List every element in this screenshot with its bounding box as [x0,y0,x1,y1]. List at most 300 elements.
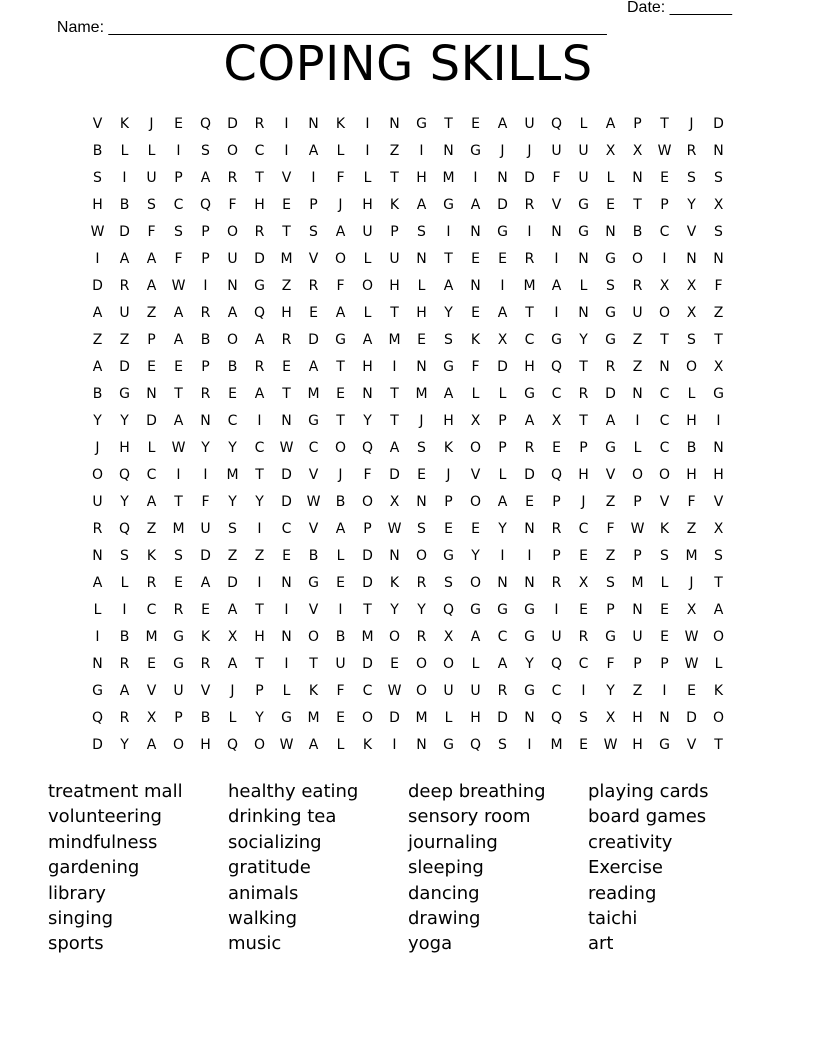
grid-letter[interactable]: N [200,413,211,429]
grid-letter[interactable]: G [713,386,724,402]
grid-letter[interactable]: L [417,278,426,294]
grid-letter[interactable]: O [415,548,428,564]
grid-letter[interactable]: P [552,494,561,510]
grid-letter[interactable]: S [417,224,426,240]
grid-letter[interactable]: N [578,305,589,321]
grid-letter[interactable]: R [254,224,265,240]
grid-letter[interactable]: C [659,224,670,240]
grid-letter[interactable]: T [255,602,264,618]
grid-letter[interactable]: V [605,467,616,483]
grid-letter[interactable]: Q [550,656,563,672]
grid-letter[interactable]: A [470,197,481,213]
grid-letter[interactable]: O [658,305,671,321]
grid-letter[interactable]: A [200,575,211,591]
grid-letter[interactable]: G [254,278,265,294]
grid-letter[interactable]: S [579,710,588,726]
grid-letter[interactable]: C [173,197,184,213]
grid-letter[interactable]: K [443,440,454,456]
grid-letter[interactable]: M [280,251,293,267]
grid-letter[interactable]: B [308,548,319,564]
grid-letter[interactable]: N [659,710,670,726]
grid-letter[interactable]: D [200,548,211,564]
grid-letter[interactable]: L [498,467,507,483]
grid-letter[interactable]: N [632,170,643,186]
grid-letter[interactable]: E [687,683,696,699]
grid-letter[interactable]: R [200,305,211,321]
grid-letter[interactable]: Z [92,332,103,348]
grid-letter[interactable]: T [579,413,588,429]
grid-letter[interactable]: L [147,440,156,456]
grid-letter[interactable]: A [254,386,265,402]
grid-letter[interactable]: S [498,737,507,753]
grid-letter[interactable]: L [471,386,480,402]
grid-letter[interactable]: I [554,251,559,267]
grid-letter[interactable]: V [308,602,319,618]
grid-letter[interactable]: H [713,467,724,483]
grid-letter[interactable]: P [633,494,642,510]
grid-letter[interactable]: L [714,656,723,672]
grid-letter[interactable]: E [282,197,291,213]
grid-letter[interactable]: S [309,224,318,240]
grid-letter[interactable]: P [201,359,210,375]
grid-letter[interactable]: A [605,116,616,132]
grid-letter[interactable]: W [279,737,294,753]
grid-letter[interactable]: T [660,332,669,348]
grid-letter[interactable]: C [497,629,508,645]
grid-letter[interactable]: I [581,683,586,699]
grid-letter[interactable]: W [387,683,402,699]
grid-letter[interactable]: M [685,548,698,564]
grid-letter[interactable]: G [605,629,616,645]
grid-letter[interactable]: R [524,251,535,267]
grid-letter[interactable]: P [309,197,318,213]
grid-letter[interactable]: W [630,521,645,537]
grid-letter[interactable]: D [524,170,535,186]
grid-letter[interactable]: T [336,359,345,375]
grid-letter[interactable]: U [470,683,481,699]
grid-letter[interactable]: U [335,656,346,672]
grid-letter[interactable]: P [201,251,210,267]
grid-letter[interactable]: R [308,278,319,294]
grid-letter[interactable]: S [714,548,723,564]
grid-letter[interactable]: J [500,143,505,159]
grid-letter[interactable]: L [336,548,345,564]
grid-letter[interactable]: D [362,656,373,672]
grid-letter[interactable]: I [257,413,262,429]
grid-letter[interactable]: T [579,359,588,375]
grid-letter[interactable]: A [254,332,265,348]
grid-letter[interactable]: M [145,629,158,645]
grid-letter[interactable]: P [579,440,588,456]
grid-letter[interactable]: G [443,197,454,213]
grid-letter[interactable]: U [362,224,373,240]
grid-letter[interactable]: I [95,629,100,645]
grid-letter[interactable]: E [309,305,318,321]
grid-letter[interactable]: I [662,683,667,699]
grid-letter[interactable]: Y [471,548,480,564]
grid-letter[interactable]: P [174,710,183,726]
grid-letter[interactable]: P [660,656,669,672]
grid-letter[interactable]: I [392,737,397,753]
grid-letter[interactable]: N [227,278,238,294]
grid-letter[interactable]: H [92,197,103,213]
grid-letter[interactable]: A [173,305,184,321]
grid-letter[interactable]: F [552,170,561,186]
grid-letter[interactable]: A [497,494,508,510]
grid-letter[interactable]: N [713,440,724,456]
grid-letter[interactable]: T [282,386,291,402]
grid-letter[interactable]: G [605,251,616,267]
grid-letter[interactable]: A [497,116,508,132]
grid-letter[interactable]: Q [199,197,212,213]
grid-letter[interactable]: N [416,737,427,753]
grid-letter[interactable]: Q [550,116,563,132]
grid-letter[interactable]: E [336,386,345,402]
grid-letter[interactable]: B [200,332,211,348]
grid-letter[interactable]: T [525,305,534,321]
grid-letter[interactable]: A [713,602,724,618]
grid-letter[interactable]: U [200,521,211,537]
grid-letter[interactable]: D [362,575,373,591]
grid-letter[interactable]: T [714,575,723,591]
grid-letter[interactable]: O [91,467,104,483]
grid-letter[interactable]: X [659,278,670,294]
grid-letter[interactable]: T [390,386,399,402]
grid-letter[interactable]: Y [201,440,210,456]
grid-letter[interactable]: L [579,278,588,294]
grid-letter[interactable]: R [227,170,238,186]
grid-letter[interactable]: Y [579,332,588,348]
grid-letter[interactable]: L [336,737,345,753]
grid-letter[interactable]: U [389,251,400,267]
grid-letter[interactable]: H [686,467,697,483]
grid-letter[interactable]: X [686,602,697,618]
grid-letter[interactable]: D [713,116,724,132]
grid-letter[interactable]: D [281,467,292,483]
grid-letter[interactable]: C [551,386,562,402]
grid-letter[interactable]: E [660,629,669,645]
grid-letter[interactable]: Y [525,656,534,672]
grid-letter[interactable]: N [416,359,427,375]
grid-letter[interactable]: N [497,170,508,186]
grid-letter[interactable]: H [119,440,130,456]
grid-letter[interactable]: X [605,710,616,726]
grid-letter[interactable]: S [174,548,183,564]
grid-letter[interactable]: L [687,386,696,402]
grid-letter[interactable]: C [254,440,265,456]
grid-letter[interactable]: T [255,467,264,483]
grid-letter[interactable]: H [362,197,373,213]
grid-letter[interactable]: W [279,440,294,456]
grid-letter[interactable]: D [497,197,508,213]
grid-letter[interactable]: O [685,359,698,375]
grid-letter[interactable]: Y [255,710,264,726]
grid-letter[interactable]: D [389,467,400,483]
grid-letter[interactable]: X [632,143,643,159]
grid-letter[interactable]: W [171,440,186,456]
grid-letter[interactable]: O [361,710,374,726]
grid-letter[interactable]: P [660,197,669,213]
grid-letter[interactable]: D [146,413,157,429]
grid-letter[interactable]: O [469,575,482,591]
grid-letter[interactable]: L [633,440,642,456]
grid-letter[interactable]: P [633,656,642,672]
grid-letter[interactable]: D [254,251,265,267]
grid-letter[interactable]: D [524,467,535,483]
grid-letter[interactable]: L [336,143,345,159]
grid-letter[interactable]: I [392,359,397,375]
grid-letter[interactable]: U [443,683,454,699]
grid-letter[interactable]: J [689,575,694,591]
grid-letter[interactable]: Q [199,116,212,132]
grid-letter[interactable]: H [632,710,643,726]
grid-letter[interactable]: S [714,170,723,186]
grid-letter[interactable]: A [119,683,130,699]
grid-letter[interactable]: E [471,305,480,321]
grid-letter[interactable]: W [657,143,672,159]
grid-letter[interactable]: N [524,575,535,591]
grid-letter[interactable]: J [581,494,586,510]
grid-letter[interactable]: U [632,629,643,645]
grid-letter[interactable]: E [579,737,588,753]
grid-letter[interactable]: Q [442,602,455,618]
grid-letter[interactable]: A [335,521,346,537]
grid-letter[interactable]: R [200,656,211,672]
grid-letter[interactable]: G [443,359,454,375]
grid-letter[interactable]: O [631,467,644,483]
grid-letter[interactable]: T [255,656,264,672]
grid-letter[interactable]: U [119,305,130,321]
grid-letter[interactable]: N [632,602,643,618]
grid-letter[interactable]: P [363,521,372,537]
grid-letter[interactable]: V [686,224,697,240]
grid-letter[interactable]: C [254,143,265,159]
grid-letter[interactable]: M [361,629,374,645]
grid-letter[interactable]: D [605,386,616,402]
grid-letter[interactable]: N [713,251,724,267]
grid-letter[interactable]: U [578,170,589,186]
grid-letter[interactable]: Z [632,332,643,348]
grid-letter[interactable]: D [362,548,373,564]
grid-letter[interactable]: P [444,494,453,510]
grid-letter[interactable]: N [308,116,319,132]
grid-letter[interactable]: R [632,278,643,294]
grid-letter[interactable]: M [631,575,644,591]
grid-letter[interactable]: I [311,170,316,186]
grid-letter[interactable]: X [713,521,724,537]
grid-letter[interactable]: O [469,494,482,510]
grid-letter[interactable]: N [281,575,292,591]
grid-letter[interactable]: F [606,521,615,537]
grid-letter[interactable]: U [92,494,103,510]
grid-letter[interactable]: G [605,305,616,321]
grid-letter[interactable]: F [363,467,372,483]
grid-letter[interactable]: A [119,251,130,267]
grid-letter[interactable]: G [173,656,184,672]
grid-letter[interactable]: X [713,359,724,375]
grid-letter[interactable]: P [147,332,156,348]
grid-letter[interactable]: V [308,521,319,537]
grid-letter[interactable]: X [605,143,616,159]
grid-letter[interactable]: O [307,629,320,645]
grid-letter[interactable]: A [173,332,184,348]
grid-letter[interactable]: R [119,656,130,672]
grid-letter[interactable]: S [606,575,615,591]
grid-letter[interactable]: G [524,386,535,402]
grid-letter[interactable]: H [632,737,643,753]
grid-letter[interactable]: J [527,143,532,159]
grid-letter[interactable]: E [579,548,588,564]
grid-letter[interactable]: R [416,575,427,591]
grid-letter[interactable]: G [470,143,481,159]
grid-letter[interactable]: N [92,548,103,564]
grid-letter[interactable]: N [443,143,454,159]
grid-letter[interactable]: T [174,386,183,402]
grid-letter[interactable]: L [444,710,453,726]
grid-letter[interactable]: W [387,521,402,537]
grid-letter[interactable]: Q [253,305,266,321]
grid-letter[interactable]: Q [91,710,104,726]
grid-letter[interactable]: Z [254,548,265,564]
grid-letter[interactable]: M [550,737,563,753]
grid-letter[interactable]: B [686,440,697,456]
grid-letter[interactable]: V [659,494,670,510]
grid-letter[interactable]: E [147,359,156,375]
grid-letter[interactable]: T [660,116,669,132]
grid-letter[interactable]: D [389,710,400,726]
grid-letter[interactable]: E [336,710,345,726]
grid-letter[interactable]: J [689,116,694,132]
grid-letter[interactable]: D [227,116,238,132]
grid-letter[interactable]: W [684,629,699,645]
grid-letter[interactable]: O [469,440,482,456]
grid-letter[interactable]: U [551,629,562,645]
grid-letter[interactable]: F [147,224,156,240]
grid-letter[interactable]: U [173,683,184,699]
grid-letter[interactable]: R [497,683,508,699]
grid-letter[interactable]: W [684,656,699,672]
grid-letter[interactable]: E [471,116,480,132]
grid-letter[interactable]: Q [118,521,131,537]
grid-letter[interactable]: Z [605,494,616,510]
grid-letter[interactable]: G [335,332,346,348]
grid-letter[interactable]: Q [361,440,374,456]
grid-letter[interactable]: X [686,305,697,321]
grid-letter[interactable]: H [200,737,211,753]
grid-letter[interactable]: A [227,602,238,618]
grid-letter[interactable]: O [712,710,725,726]
grid-letter[interactable]: F [471,359,480,375]
grid-letter[interactable]: N [281,629,292,645]
grid-letter[interactable]: T [363,602,372,618]
grid-letter[interactable]: I [284,656,289,672]
grid-letter[interactable]: R [92,521,103,537]
grid-letter[interactable]: D [119,359,130,375]
grid-letter[interactable]: E [471,521,480,537]
grid-letter[interactable]: G [551,332,562,348]
grid-letter[interactable]: A [335,305,346,321]
grid-letter[interactable]: G [524,683,535,699]
grid-letter[interactable]: C [524,332,535,348]
grid-letter[interactable]: D [497,710,508,726]
grid-letter[interactable]: R [578,386,589,402]
grid-letter[interactable]: T [174,494,183,510]
grid-letter[interactable]: L [579,116,588,132]
grid-letter[interactable]: N [524,521,535,537]
grid-letter[interactable]: I [527,224,532,240]
grid-letter[interactable]: Y [228,494,237,510]
grid-letter[interactable]: Z [146,521,157,537]
grid-letter[interactable]: M [226,467,239,483]
grid-letter[interactable]: C [227,413,238,429]
grid-letter[interactable]: C [146,467,157,483]
grid-letter[interactable]: R [551,575,562,591]
grid-letter[interactable]: K [389,197,400,213]
grid-letter[interactable]: C [659,440,670,456]
grid-letter[interactable]: R [524,197,535,213]
grid-letter[interactable]: E [228,386,237,402]
grid-letter[interactable]: I [500,548,505,564]
grid-letter[interactable]: E [282,548,291,564]
grid-letter[interactable]: E [606,197,615,213]
grid-letter[interactable]: K [659,521,670,537]
grid-letter[interactable]: U [632,305,643,321]
grid-letter[interactable]: I [716,413,721,429]
grid-letter[interactable]: G [443,737,454,753]
grid-letter[interactable]: P [633,116,642,132]
grid-letter[interactable]: Q [118,467,131,483]
grid-letter[interactable]: T [444,116,453,132]
grid-letter[interactable]: O [415,656,428,672]
grid-letter[interactable]: Y [93,413,102,429]
grid-letter[interactable]: E [174,359,183,375]
grid-letter[interactable]: I [662,251,667,267]
grid-letter[interactable]: I [203,467,208,483]
grid-letter[interactable]: A [497,656,508,672]
grid-letter[interactable]: G [524,602,535,618]
grid-letter[interactable]: H [281,305,292,321]
grid-letter[interactable]: X [470,413,481,429]
grid-letter[interactable]: Z [686,521,697,537]
grid-letter[interactable]: T [444,251,453,267]
grid-letter[interactable]: V [92,116,103,132]
grid-letter[interactable]: C [308,440,319,456]
grid-letter[interactable]: A [200,170,211,186]
grid-letter[interactable]: H [470,710,481,726]
grid-letter[interactable]: T [633,197,642,213]
grid-letter[interactable]: G [308,575,319,591]
grid-letter[interactable]: N [416,494,427,510]
grid-letter[interactable]: P [201,224,210,240]
grid-letter[interactable]: L [93,602,102,618]
grid-letter[interactable]: I [554,305,559,321]
grid-letter[interactable]: I [635,413,640,429]
grid-letter[interactable]: O [334,440,347,456]
grid-letter[interactable]: G [605,440,616,456]
grid-letter[interactable]: O [415,683,428,699]
grid-letter[interactable]: A [335,224,346,240]
grid-letter[interactable]: M [307,386,320,402]
grid-letter[interactable]: S [687,332,696,348]
grid-letter[interactable]: G [119,386,130,402]
grid-letter[interactable]: Y [363,413,372,429]
grid-letter[interactable]: K [362,737,373,753]
grid-letter[interactable]: N [470,224,481,240]
grid-letter[interactable]: H [389,278,400,294]
grid-letter[interactable]: G [92,683,103,699]
grid-letter[interactable]: R [551,521,562,537]
grid-letter[interactable]: W [90,224,105,240]
